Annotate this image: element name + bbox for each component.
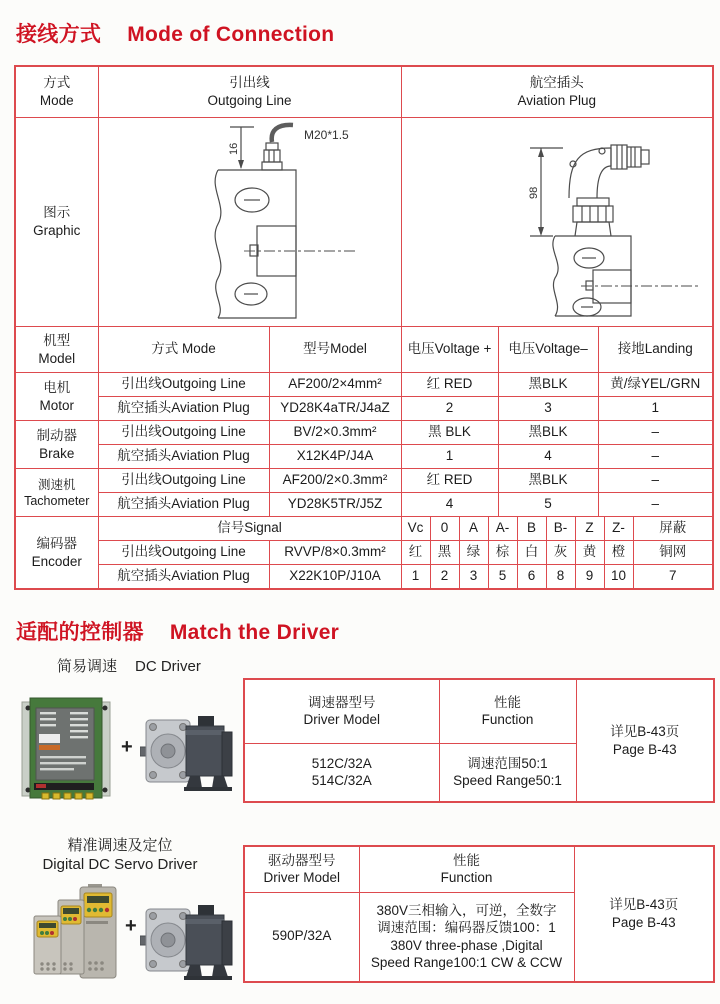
page-ref: 详见B-43页 Page B-43 [576, 679, 714, 802]
table-row: 航空插头Aviation Plug YD28K5TR/J5Z 4 5 – [15, 493, 713, 517]
outgoing-dim-label: 16 [227, 142, 240, 155]
driver-model-header: 调速器型号 Driver Model [244, 679, 439, 743]
signal-header: 信号Signal [98, 517, 401, 541]
dim-arrow-up-icon [538, 148, 544, 157]
servo-driver-table [243, 845, 715, 983]
voltage-minus-header: 电压Voltage– [498, 327, 598, 373]
function-header: 性能 Function [359, 846, 574, 892]
mode-header: 方式 Mode [98, 327, 269, 373]
voltage-plus-header: 电压Voltage + [401, 327, 498, 373]
model-header: 机型 Model [15, 327, 98, 373]
plus-sign: + [121, 736, 133, 758]
dc-driver-table [243, 678, 715, 803]
section-title-driver-en: Match the Driver [169, 621, 340, 644]
section-title-connection [16, 18, 334, 48]
aviation-dim-label: 98 [527, 186, 540, 199]
table-row: 航空插头Aviation Plug X22K10P/J10A 1 2 3 5 6 8 9 10 7 [15, 565, 713, 589]
brake-label: 制动器 Brake [15, 421, 98, 469]
plus-sign: + [125, 915, 137, 937]
dim-arrow-icon [238, 160, 244, 169]
header-mode: 方式 Mode [15, 66, 98, 117]
graphic-outgoing-cell [98, 117, 401, 327]
dc-driver-label: 简易调速 DC Driver [57, 658, 201, 675]
function-header: 性能 Function [439, 679, 576, 743]
table-row: 引出线Outgoing Line RVVP/8×0.3mm² 红 黑 绿 棕 白 灰 黄 橙 铜网 [15, 541, 713, 565]
table-row: 编码器 Encoder 信号Signal Vc 0 A A- B B- Z Z- 屏蔽 [15, 517, 713, 541]
section-title-driver-zh: 适配的控制器 [16, 621, 144, 644]
table-row: 测速机 Tachometer 引出线Outgoing Line AF200/2×0.3mm² 红 RED 黑BLK – [15, 469, 713, 493]
dc-drive-board-image [20, 696, 114, 802]
header-outgoing-line: 引出线 Outgoing Line [98, 66, 401, 117]
servo-driver-label: 精准调速及定位 Digital DC Servo Driver [42, 837, 198, 873]
driver-function: 调速范围50:1 Speed Range50:1 [439, 743, 576, 802]
driver-models: 512C/32A 514C/32A [244, 743, 439, 802]
outgoing-line-drawing [100, 118, 400, 322]
motor-label: 电机 Motor [15, 373, 98, 421]
landing-header: 接地Landing [598, 327, 713, 373]
graphic-aviation-cell [401, 117, 713, 327]
tachometer-label: 测速机 Tachometer [15, 469, 98, 517]
section-title-driver [16, 616, 339, 646]
dc-motor-image [140, 712, 236, 792]
dim-arrow-down-icon [538, 227, 544, 236]
driver-model-header: 驱动器型号 Driver Model [244, 846, 359, 892]
table-row: 电机 Motor 引出线Outgoing Line AF200/2×4mm² 红 RED 黑BLK 黄/绿YEL/GRN [15, 373, 713, 397]
connection-table [14, 65, 714, 590]
encoder-label: 编码器 Encoder [15, 517, 98, 589]
thread-label: M20*1.5 [303, 127, 349, 142]
dc-motor-image [140, 901, 236, 981]
section-title-connection-zh: 接线方式 [16, 23, 102, 46]
aviation-plug-drawing [403, 118, 711, 322]
table-row: 航空插头Aviation Plug X12K4P/J4A 1 4 – [15, 445, 713, 469]
model-no-header: 型号Model [269, 327, 401, 373]
driver-models: 590P/32A [244, 892, 359, 982]
table-row: 航空插头Aviation Plug YD28K4aTR/J4aZ 2 3 1 [15, 397, 713, 421]
header-aviation-plug: 航空插头 Aviation Plug [401, 66, 713, 117]
graphic-label: 图示 Graphic [15, 117, 98, 327]
driver-function: 380V三相输入，可逆，全数字 调速范围：编码器反馈100：1 380V three-phase ,Digital Speed Range100:1 CW & CCW [359, 892, 574, 982]
page-ref: 详见B-43页 Page B-43 [574, 846, 714, 982]
section-title-connection-en: Mode of Connection [127, 23, 335, 46]
table-row: 制动器 Brake 引出线Outgoing Line BV/2×0.3mm² 黑 BLK 黑BLK – [15, 421, 713, 445]
